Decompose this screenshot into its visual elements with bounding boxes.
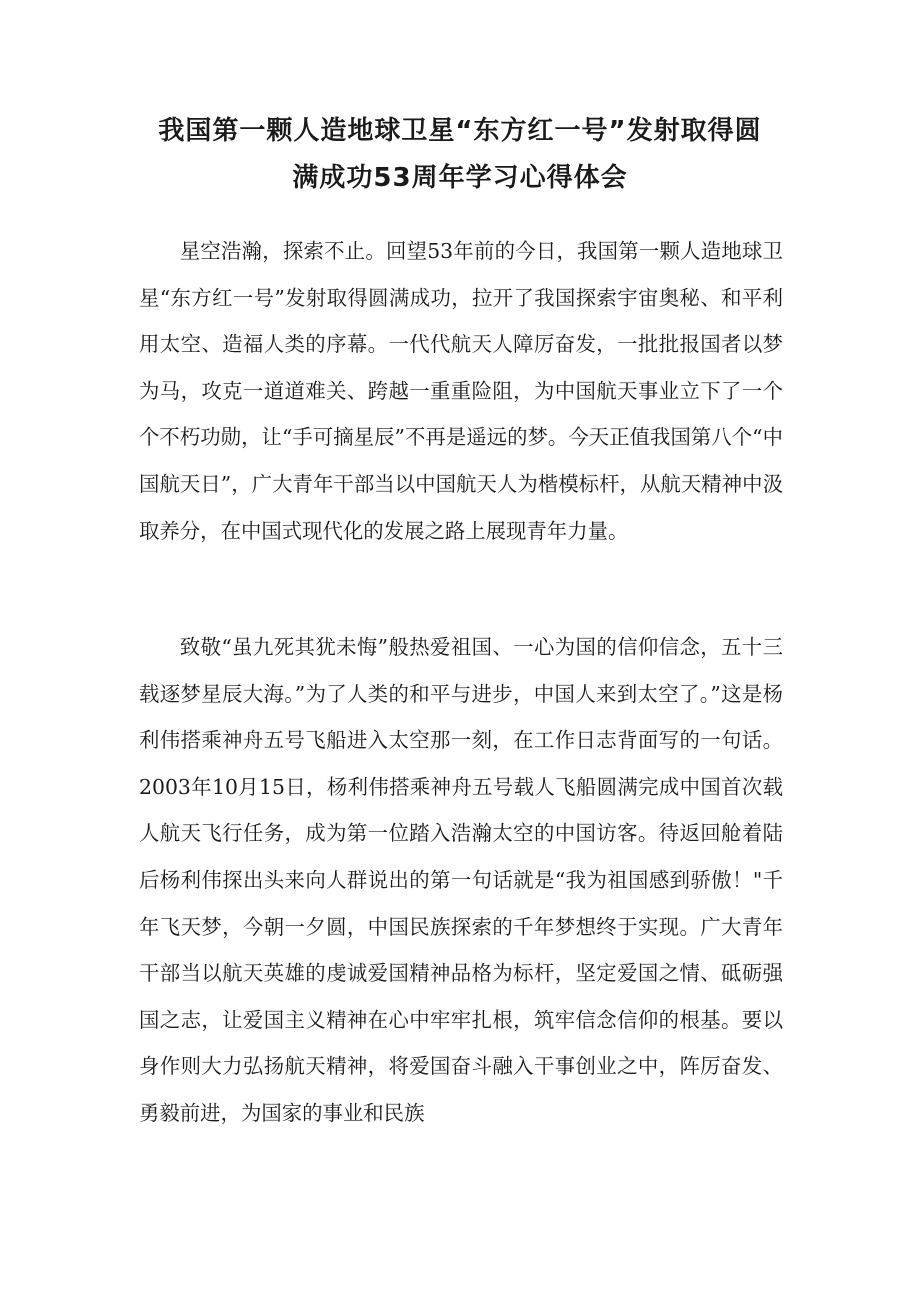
document-title-line-1: 我国第一颗人造地球卫星“东方红一号”发射取得圆 bbox=[158, 116, 762, 146]
body-paragraph-1: 星空浩瀚，探索不止。回望53年前的今日，我国第一颗人造地球卫星“东方红一号”发射取得圆满成功，拉开了我国探索宇宙奥秘、和平利用太空、造福人类的序幕。一代代航天人障厉奋发，一批批报国者以梦为马，攻克一道道难关、跨越一重重险阻，为中国航天事业立下了一个个不朽功勋，让“手可摘星辰”不再是遥远的梦。今天正值我国第八个“中国航天日”，广大青年干部当以中国航天人为楷模标杆，从航天精神中汲取养分，在中国式现代化的发展之路上展现青年力量。 bbox=[139, 239, 783, 543]
document-title-line-2: 满成功53周年学习心得体会 bbox=[292, 163, 628, 193]
body-paragraph-2: 致敬“虽九死其犹未悔”般热爱祖国、一心为国的信仰信念，五十三载逐梦星辰大海。”为了人类的和平与进步，中国人来到太空了。”这是杨利伟搭乘神舟五号飞船进入太空那一刻，在工作日志背面写的一句话。2003年10月15日，杨利伟搭乘神舟五号载人飞船圆满完成中国首次载人航天飞行任务，成为第一位踏入浩瀚太空的中国访客。待返回舱着陆后杨利伟探出头来向人群说出的第一句话就是“我为祖国感到骄傲！"千年飞天梦，今朝一夕圆，中国民族探索的千年梦想终于实现。广大青年干部当以航天英雄的虔诚爱国精神品格为标杆，坚定爱国之情、砥砺强国之志，让爱国主义精神在心中牢牢扎根，筑牢信念信仰的根基。要以身作则大力弘扬航天精神，将爱国奋斗融入干事创业之中，阵厉奋发、勇毅前进，为国家的事业和民族 bbox=[139, 635, 783, 1125]
